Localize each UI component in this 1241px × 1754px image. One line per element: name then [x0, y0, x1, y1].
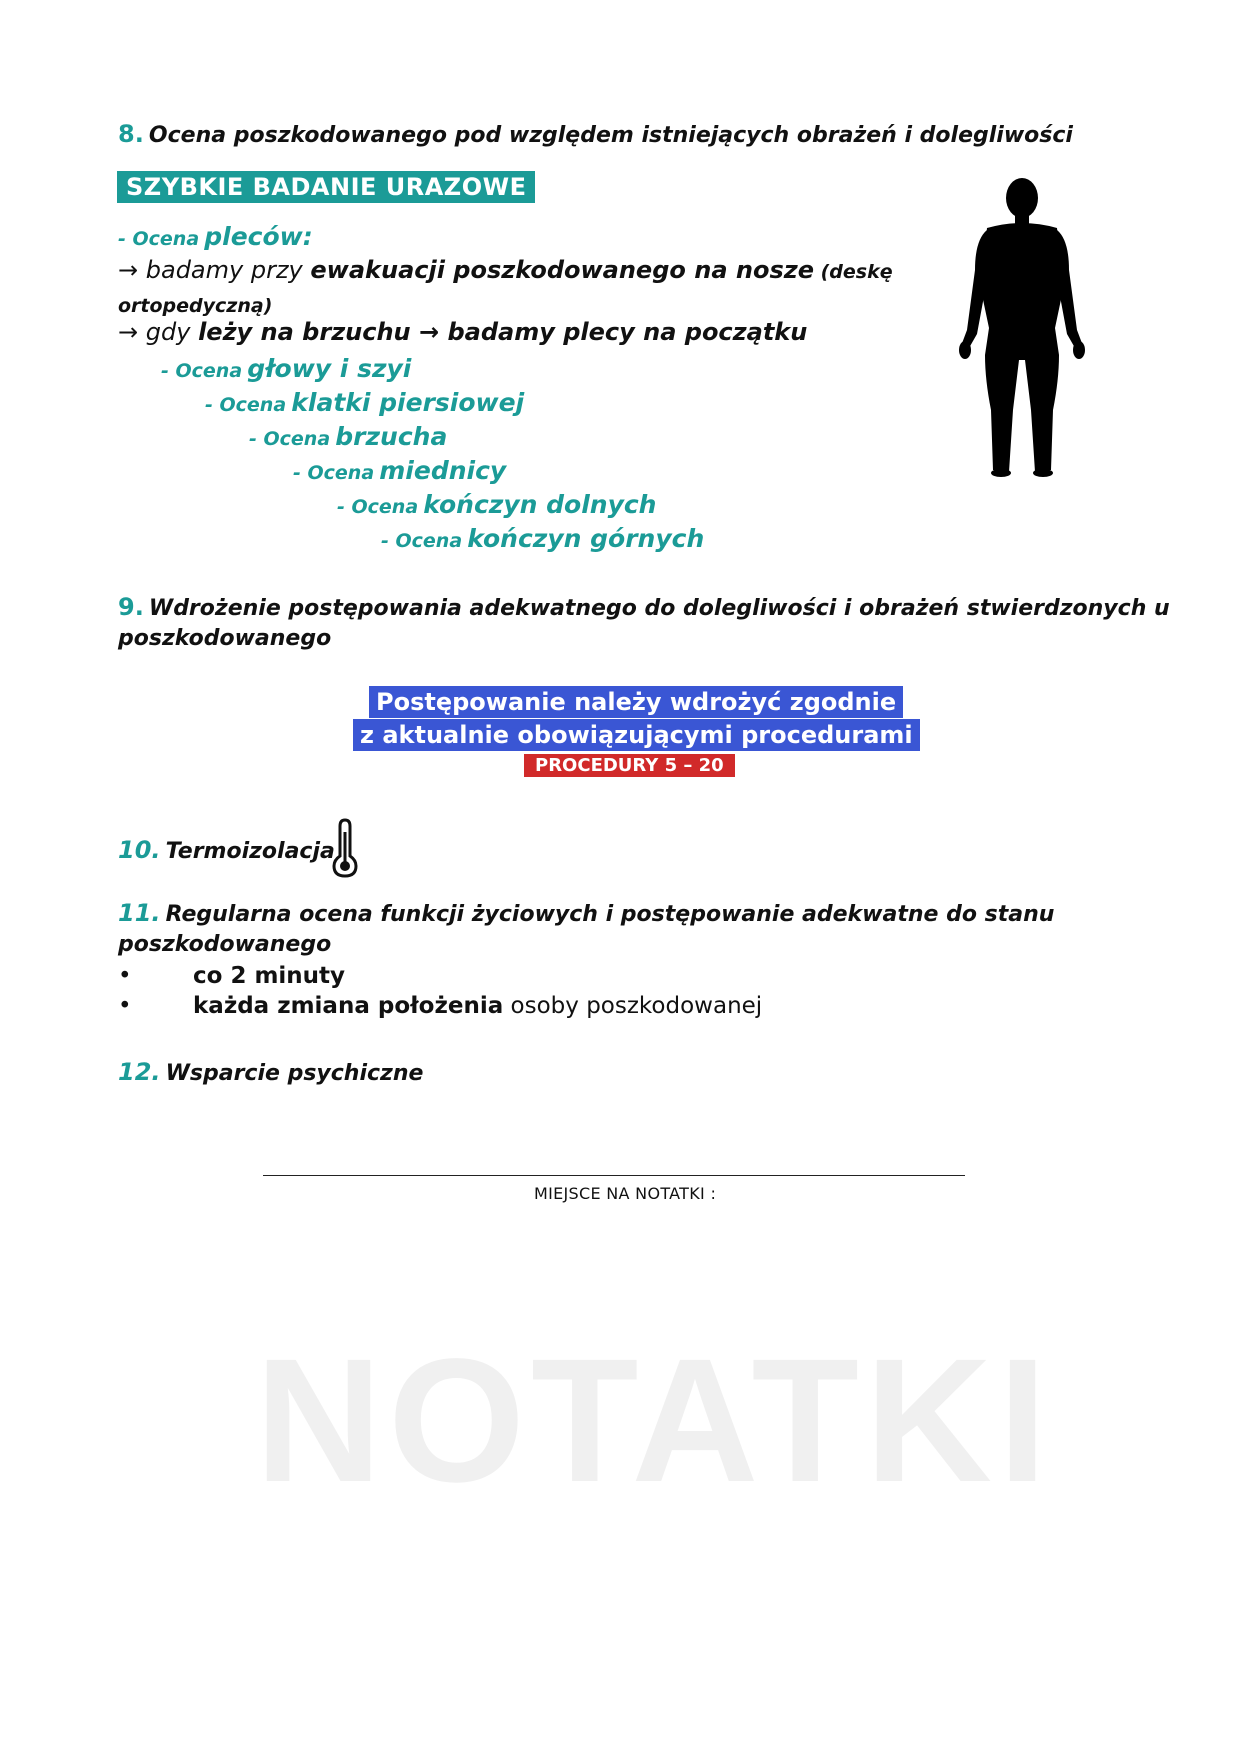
section-11-heading-cont: poszkodowanego — [118, 932, 332, 957]
assessment-prefix: - Ocena — [249, 428, 331, 450]
cascade-item-head-neck — [161, 354, 411, 383]
human-body-silhouette-icon — [955, 170, 1090, 480]
notes-watermark: NOTATKI — [255, 1323, 1053, 1519]
arrow: → — [118, 318, 146, 346]
rapid-trauma-banner: SZYBKIE BADANIE URAZOWE — [117, 171, 535, 203]
section-title: Regularna ocena funkcji życiowych i postępowanie adekwatne do stanu — [165, 902, 1055, 927]
assessment-label: klatki piersiowej — [291, 388, 525, 417]
light-text: gdy — [145, 318, 199, 346]
assessment-prefix: - Ocena — [381, 530, 463, 552]
section-title: Wdrożenie postępowania adekwatnego do dolegliwości i obrażeń stwierdzonych u — [148, 596, 1170, 621]
assessment-label: głowy i szyi — [247, 354, 412, 383]
section-9-heading-cont: poszkodowanego — [118, 626, 332, 651]
section-11-heading — [118, 899, 1054, 927]
evacuation-line — [118, 256, 893, 284]
section-12-heading — [118, 1058, 423, 1086]
assessment-prefix: - Ocena — [293, 462, 375, 484]
note-text: (deskę — [813, 261, 893, 283]
prone-line — [118, 318, 807, 346]
section-number: 12. — [118, 1058, 161, 1086]
cascade-item-pelvis — [293, 456, 506, 485]
bullet-item — [118, 963, 132, 989]
section-9-heading — [118, 593, 1170, 621]
section-8-heading — [118, 120, 1073, 148]
assessment-label: miednicy — [379, 456, 507, 485]
section-title: Wsparcie psychiczne — [165, 1061, 424, 1086]
notes-divider — [263, 1175, 965, 1176]
assessment-prefix: - Ocena — [161, 360, 243, 382]
thermometer-icon — [332, 818, 358, 878]
bullet-icon: • — [118, 963, 132, 989]
bullet-bold: każda zmiana położenia — [193, 993, 504, 1019]
note-text-cont: ortopedyczną) — [118, 295, 273, 317]
cascade-item-upper-limbs — [381, 524, 704, 553]
assessment-label: pleców: — [204, 222, 313, 251]
bullet-item — [118, 993, 132, 1019]
assessment-label: kończyn dolnych — [423, 490, 657, 519]
section-10-heading — [118, 836, 335, 864]
cascade-item-abdomen — [249, 422, 447, 451]
light-text: badamy przy — [145, 256, 311, 284]
arrow: → — [118, 256, 146, 284]
bullet-text — [193, 993, 762, 1019]
assessment-prefix: - Ocena — [337, 496, 419, 518]
section-number: 10. — [118, 836, 161, 864]
section-title: Termoizolacja — [165, 839, 335, 864]
assessment-prefix: - Ocena — [205, 394, 287, 416]
bullet-rest: osoby poszkodowanej — [503, 993, 763, 1019]
section-number: 11. — [118, 899, 161, 927]
assessment-label: kończyn górnych — [467, 524, 705, 553]
procedures-badge: PROCEDURY 5 – 20 — [524, 754, 735, 777]
section-number: 9. — [118, 593, 144, 621]
bullet-text — [193, 963, 345, 989]
assessment-label: brzucha — [335, 422, 448, 451]
procedure-callout-line2: z aktualnie obowiązującymi procedurami — [353, 719, 920, 751]
section-title: Ocena poszkodowanego pod względem istniejących obrażeń i dolegliwości — [148, 123, 1073, 148]
section-number: 8. — [118, 120, 144, 148]
procedure-callout-line1: Postępowanie należy wdrożyć zgodnie — [369, 686, 903, 718]
assessment-prefix: - Ocena — [118, 228, 200, 250]
bold-text: leży na brzuchu → badamy plecy na początku — [198, 318, 808, 346]
cascade-item-chest — [205, 388, 524, 417]
bullet-bold: co 2 minuty — [193, 963, 346, 989]
notes-label: MIEJSCE NA NOTATKI : — [534, 1184, 717, 1203]
back-assessment — [118, 222, 313, 251]
bullet-icon: • — [118, 993, 132, 1019]
bold-text: ewakuacji poszkodowanego na nosze — [310, 256, 814, 284]
cascade-item-lower-limbs — [337, 490, 656, 519]
evacuation-note-continuation — [118, 290, 272, 318]
